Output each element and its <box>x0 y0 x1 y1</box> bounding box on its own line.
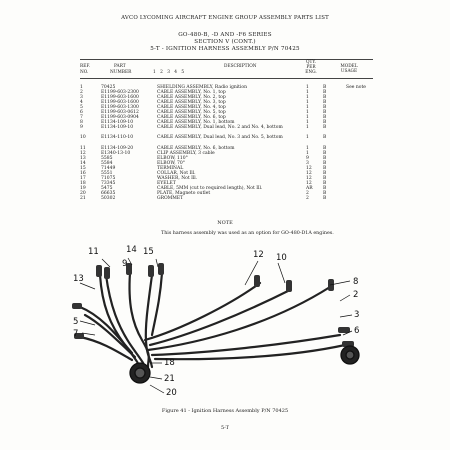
part-number-cell: 71075 <box>101 175 116 181</box>
ref-cell: 15 <box>80 165 86 171</box>
part-number-cell: E1199-603-2300 <box>101 90 139 96</box>
code-cell: B <box>323 110 327 116</box>
ref-cell: 19 <box>80 185 86 191</box>
code-cell: B <box>323 165 327 171</box>
code-cell: B <box>323 196 327 202</box>
ref-cell: 13 <box>80 155 86 161</box>
callout-label: 13 <box>73 274 84 284</box>
part-number-cell: 5585 <box>101 155 113 161</box>
code-cell: B <box>323 145 327 151</box>
ref-cell: 1 <box>80 85 83 90</box>
document-title: AVCO LYCOMING AIRCRAFT ENGINE GROUP ASSEMBLY PARTS LIST <box>121 15 329 21</box>
part-number-cell: E1199-603-0904 <box>101 115 139 121</box>
code-cell: B <box>323 150 327 156</box>
part-number-cell: 66635 <box>101 190 116 196</box>
callout-label: 14 <box>126 245 137 255</box>
callout-label: 7 <box>73 329 79 339</box>
description-cell: GROMMET <box>157 196 184 202</box>
description-cell: CABLE ASSEMBLY, No. 5, top <box>157 110 226 116</box>
description-cell: CABLE ASSEMBLY, Dual lead, No. 2 and No. 4, bottom <box>157 125 283 131</box>
code-cell: B <box>323 90 327 96</box>
page-number: 5-T <box>220 425 230 431</box>
qty-cell: 12 <box>306 175 312 181</box>
col-header-number: NUMBER <box>110 70 132 75</box>
qty-cell: 2 <box>306 190 309 196</box>
part-number-cell: E1134-110-10 <box>101 135 134 141</box>
code-cell: B <box>323 160 327 166</box>
part-number-cell: E1134-109-20 <box>101 145 134 151</box>
ref-cell: 14 <box>80 160 86 166</box>
part-number-cell: 71449 <box>101 165 116 171</box>
note-title: NOTE <box>217 220 233 226</box>
qty-cell: 1 <box>306 95 309 101</box>
code-cell: B <box>323 125 327 131</box>
description-cell: TERMINAL <box>157 165 184 171</box>
qty-cell: 1 <box>306 150 309 156</box>
qty-cell: AR <box>306 185 313 191</box>
callout-label: 11 <box>88 247 99 257</box>
qty-cell: 1 <box>306 105 309 111</box>
code-cell: B <box>323 115 327 121</box>
qty-cell: 9 <box>306 155 309 161</box>
code-cell: B <box>323 85 327 90</box>
harness-figure <box>40 245 380 400</box>
code-cell: B <box>323 175 327 181</box>
description-cell: WASHER, Not Ill. <box>157 175 198 181</box>
ref-cell: 10 <box>80 135 86 141</box>
code-cell: B <box>323 100 327 106</box>
ref-cell: 18 <box>80 180 86 186</box>
code-cell: B <box>323 180 327 186</box>
col-header-model-usage: MODEL USAGE <box>340 64 358 74</box>
qty-cell: 12 <box>306 170 312 176</box>
ref-cell: 8 <box>80 120 83 126</box>
ignition-harness-illustration <box>40 245 380 400</box>
table-row <box>0 135 450 145</box>
callout-label: 15 <box>143 247 154 257</box>
part-number-cell: E1340-13-10 <box>101 150 131 156</box>
description-cell: CABLE ASSEMBLY, No. 4, top <box>157 105 226 111</box>
col-header-description: DESCRIPTION <box>224 64 257 69</box>
figure-caption: Figure 41 - Ignition Harness Assembly P/N 70425 <box>161 408 289 414</box>
description-cell: ELBOW, 110° <box>157 155 188 161</box>
part-number-cell: E1134-109-10 <box>101 125 134 131</box>
part-number-cell: E1199-603-1600 <box>101 100 139 106</box>
ref-cell: 4 <box>80 100 83 106</box>
description-cell: CABLE ASSEMBLY, No. 1, bottom <box>157 120 235 126</box>
qty-cell: 12 <box>306 165 312 171</box>
code-cell: B <box>323 170 327 176</box>
part-number-cell: 73345 <box>101 180 116 186</box>
col-header-indent-levels: 1 2 3 4 5 <box>153 70 185 75</box>
description-cell: CLIP ASSEMBLY, 3 cable <box>157 150 215 156</box>
section-subtitle: 5-T - IGNITION HARNESS ASSEMBLY P/N 70425 <box>150 46 300 52</box>
qty-cell: 1 <box>306 115 309 121</box>
callout-label: 18 <box>164 358 175 368</box>
ref-cell: 5 <box>80 105 83 111</box>
part-number-cell: 50302 <box>101 196 116 202</box>
qty-cell: 1 <box>306 110 309 116</box>
callout-label: 5 <box>73 317 79 327</box>
ref-cell: 20 <box>80 190 86 196</box>
table-row <box>0 125 450 135</box>
part-number-cell: E1199-603-0612 <box>101 110 139 116</box>
callout-label: 3 <box>354 310 360 320</box>
callout-label: 2 <box>353 290 359 300</box>
description-cell: CABLE ASSEMBLY, No. 6, bottom <box>157 145 235 151</box>
callout-label: 8 <box>353 277 359 287</box>
description-cell: ELBOW, 70° <box>157 160 186 166</box>
col-header-ref: REF. <box>80 64 91 69</box>
code-cell: B <box>323 185 327 191</box>
code-cell: B <box>323 155 327 161</box>
callout-label: 6 <box>354 326 360 336</box>
table-row <box>0 196 450 201</box>
parts-table <box>0 85 450 201</box>
description-cell: CABLE ASSEMBLY, No. 1, top <box>157 90 226 96</box>
table-top-rule <box>80 59 373 60</box>
callout-label: 9 <box>122 259 128 269</box>
code-cell: B <box>323 95 327 101</box>
description-cell: CABLE ASSEMBLY, No. 6, top <box>157 115 226 121</box>
ref-cell: 9 <box>80 125 83 131</box>
engine-series: GO-480-B, -D AND -F6 SERIES <box>178 32 272 38</box>
note-text: This harness assembly was used as an option for GO-480-D1A engines. <box>161 231 334 236</box>
section-label: SECTION V (CONT.) <box>194 39 256 45</box>
table-header-rule <box>80 78 373 79</box>
qty-cell: 1 <box>306 145 309 151</box>
description-cell: PLATE, Magneto outlet <box>157 190 211 196</box>
col-header-part: PART <box>114 64 126 69</box>
qty-cell: 1 <box>306 120 309 126</box>
col-header-no: NO. <box>80 70 89 75</box>
description-cell: SHIELDING ASSEMBLY, Radio ignition <box>157 85 248 90</box>
description-cell: CABLE ASSEMBLY, No. 3, top <box>157 100 226 106</box>
ref-cell: 11 <box>80 145 86 151</box>
qty-cell: 3 <box>306 160 309 166</box>
code-cell: B <box>323 135 327 141</box>
code-cell: B <box>323 105 327 111</box>
callout-label: 12 <box>253 250 264 260</box>
callout-label: 21 <box>164 374 175 384</box>
ref-cell: 7 <box>80 115 83 121</box>
ref-cell: 21 <box>80 196 86 202</box>
part-number-cell: 5475 <box>101 185 113 191</box>
callout-label: 20 <box>166 388 177 398</box>
description-cell: COLLAR, Not Ill. <box>157 170 196 176</box>
part-number-cell: E1199-603-1300 <box>101 105 139 111</box>
code-cell: B <box>323 190 327 196</box>
model-usage-cell: See note <box>346 85 366 90</box>
ref-cell: 16 <box>80 170 86 176</box>
qty-cell: 2 <box>306 196 309 202</box>
part-number-cell: 70425 <box>101 85 116 90</box>
description-cell: CABLE ASSEMBLY, No. 2, top <box>157 95 226 101</box>
ref-cell: 3 <box>80 95 83 101</box>
part-number-cell: E1199-603-1600 <box>101 95 139 101</box>
col-header-qty: QTY. PER ENG. <box>305 60 317 75</box>
description-cell: CABLE, 5MM (cut to required length), Not Ill. <box>157 185 263 191</box>
ref-cell: 17 <box>80 175 86 181</box>
qty-cell: 1 <box>306 135 309 141</box>
qty-cell: 1 <box>306 90 309 96</box>
description-cell: CABLE ASSEMBLY, Dual lead, No. 3 and No. 5, bottom <box>157 135 283 141</box>
callout-label: 10 <box>276 253 287 263</box>
ref-cell: 6 <box>80 110 83 116</box>
ref-cell: 2 <box>80 90 83 96</box>
qty-cell: 1 <box>306 85 309 90</box>
description-cell: EYELET <box>157 180 176 186</box>
part-number-cell: E1134-109-10 <box>101 120 134 126</box>
qty-cell: 1 <box>306 125 309 131</box>
part-number-cell: 5551 <box>101 170 113 176</box>
part-number-cell: 5584 <box>101 160 113 166</box>
code-cell: B <box>323 120 327 126</box>
qty-cell: 1 <box>306 100 309 106</box>
ref-cell: 12 <box>80 150 86 156</box>
qty-cell: 12 <box>306 180 312 186</box>
